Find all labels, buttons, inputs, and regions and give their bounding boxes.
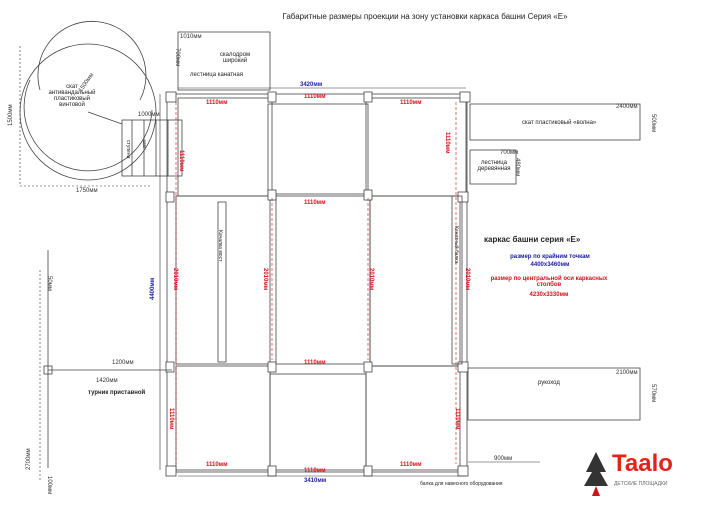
small-h-4: 1110мм <box>454 408 460 430</box>
spec-size-value: 4400x3460мм <box>530 262 570 268</box>
turnik-d-top: 1200мм <box>112 360 134 366</box>
rope-ladder-label: лестница канатная <box>190 72 243 78</box>
frame-outline <box>167 94 467 472</box>
col-h-1: 2010мм <box>172 268 178 291</box>
turnik-h3: 100мм <box>46 476 52 495</box>
cell-w-7: 1110мм <box>304 468 326 474</box>
cell-w-4: 1110мм <box>304 200 326 206</box>
cell-w-6: 1110мм <box>206 462 228 468</box>
col-h-4: 2010мм <box>464 268 470 291</box>
wood-ladder-label: лестница деревянная <box>477 160 511 172</box>
spiral-d1: 1500мм <box>78 72 96 94</box>
platform-bottom-right <box>366 366 460 470</box>
offset-bottom: 900мм <box>494 456 513 462</box>
small-h-1: 1110мм <box>178 150 184 172</box>
logo-sub: ДЕТСКИЕ ПЛОЩАДКИ <box>614 481 668 487</box>
col-h-3: 2010мм <box>368 268 374 291</box>
platform-mid-right <box>370 196 460 366</box>
handrail-label: рукоход <box>538 380 560 386</box>
handrail-length: 2100мм <box>616 370 638 376</box>
cell-w-8: 1110мм <box>400 462 422 468</box>
climbing-wall-height: 700мм <box>174 48 180 67</box>
turnik-h2: 2700мм <box>26 448 32 470</box>
stairs-label: ступени <box>125 140 131 159</box>
spec-title: каркас башни серия «Е» <box>484 235 581 244</box>
bottom-span: 3410мм <box>304 478 327 484</box>
col-h-2: 2010мм <box>262 268 268 291</box>
platform-top-right <box>366 98 466 196</box>
wave-slide-label: скат пластиковый «волна» <box>522 120 597 126</box>
cell-w-1: 1110мм <box>206 100 228 106</box>
spiral-slide-label: скат антивандальный пластиковый винтовой <box>48 84 96 108</box>
left-span: 4400мм <box>150 277 156 300</box>
platform-bottom-left <box>176 366 270 470</box>
handrail-box <box>468 368 640 420</box>
spiral-exit: 1000мм <box>138 112 160 118</box>
ladder-height: 480мм <box>514 158 520 177</box>
platform-mid-center <box>276 194 370 364</box>
logo-tree-icon <box>584 452 608 496</box>
platform-top-left <box>178 98 272 196</box>
small-h-2: 1110мм <box>444 132 450 154</box>
bridge-label: Качалка мост <box>217 230 223 262</box>
handrail-width: 570мм <box>650 384 656 403</box>
net-label: Канатный балка <box>453 226 459 264</box>
cell-w-2: 1110мм <box>304 94 326 100</box>
platform-bottom-mid <box>270 374 366 470</box>
beam-note: балка для навесного оборудования <box>420 481 503 487</box>
wave-width: 500мм <box>650 114 656 133</box>
spiral-width: 1750мм <box>76 188 98 194</box>
step-label: шаг <box>141 140 147 149</box>
spiral-d2: 1500мм <box>8 104 14 126</box>
spec-axis-label: размер по центральной оси каркасных столбов <box>490 276 608 288</box>
climbing-wall-width: 1010мм <box>180 34 202 40</box>
cell-w-3: 1110мм <box>400 100 422 106</box>
spec-size-label: размер по крайним точкам <box>510 254 590 260</box>
top-span: 3420мм <box>300 82 323 88</box>
small-h-3: 1110мм <box>168 408 174 430</box>
cell-w-5: 1110мм <box>304 360 326 366</box>
page-title: Габаритные размеры проекции на зону установки каркаса башни Серия «Е» <box>282 12 568 21</box>
logo-text: Taalo <box>612 450 673 477</box>
platform-top-mid <box>268 104 368 196</box>
platform-mid-left <box>176 196 270 364</box>
turnik-label: турник приставной <box>88 390 146 396</box>
climbing-wall-label: скалодром широкий <box>219 52 251 64</box>
spec-axis-value: 4230x3330мм <box>529 292 569 298</box>
turnik-h1: 50мм <box>46 276 52 291</box>
wave-length: 2400мм <box>616 104 638 110</box>
turnik-d-bottom: 1420мм <box>96 378 118 384</box>
ladder-width: 700мм <box>500 150 519 156</box>
